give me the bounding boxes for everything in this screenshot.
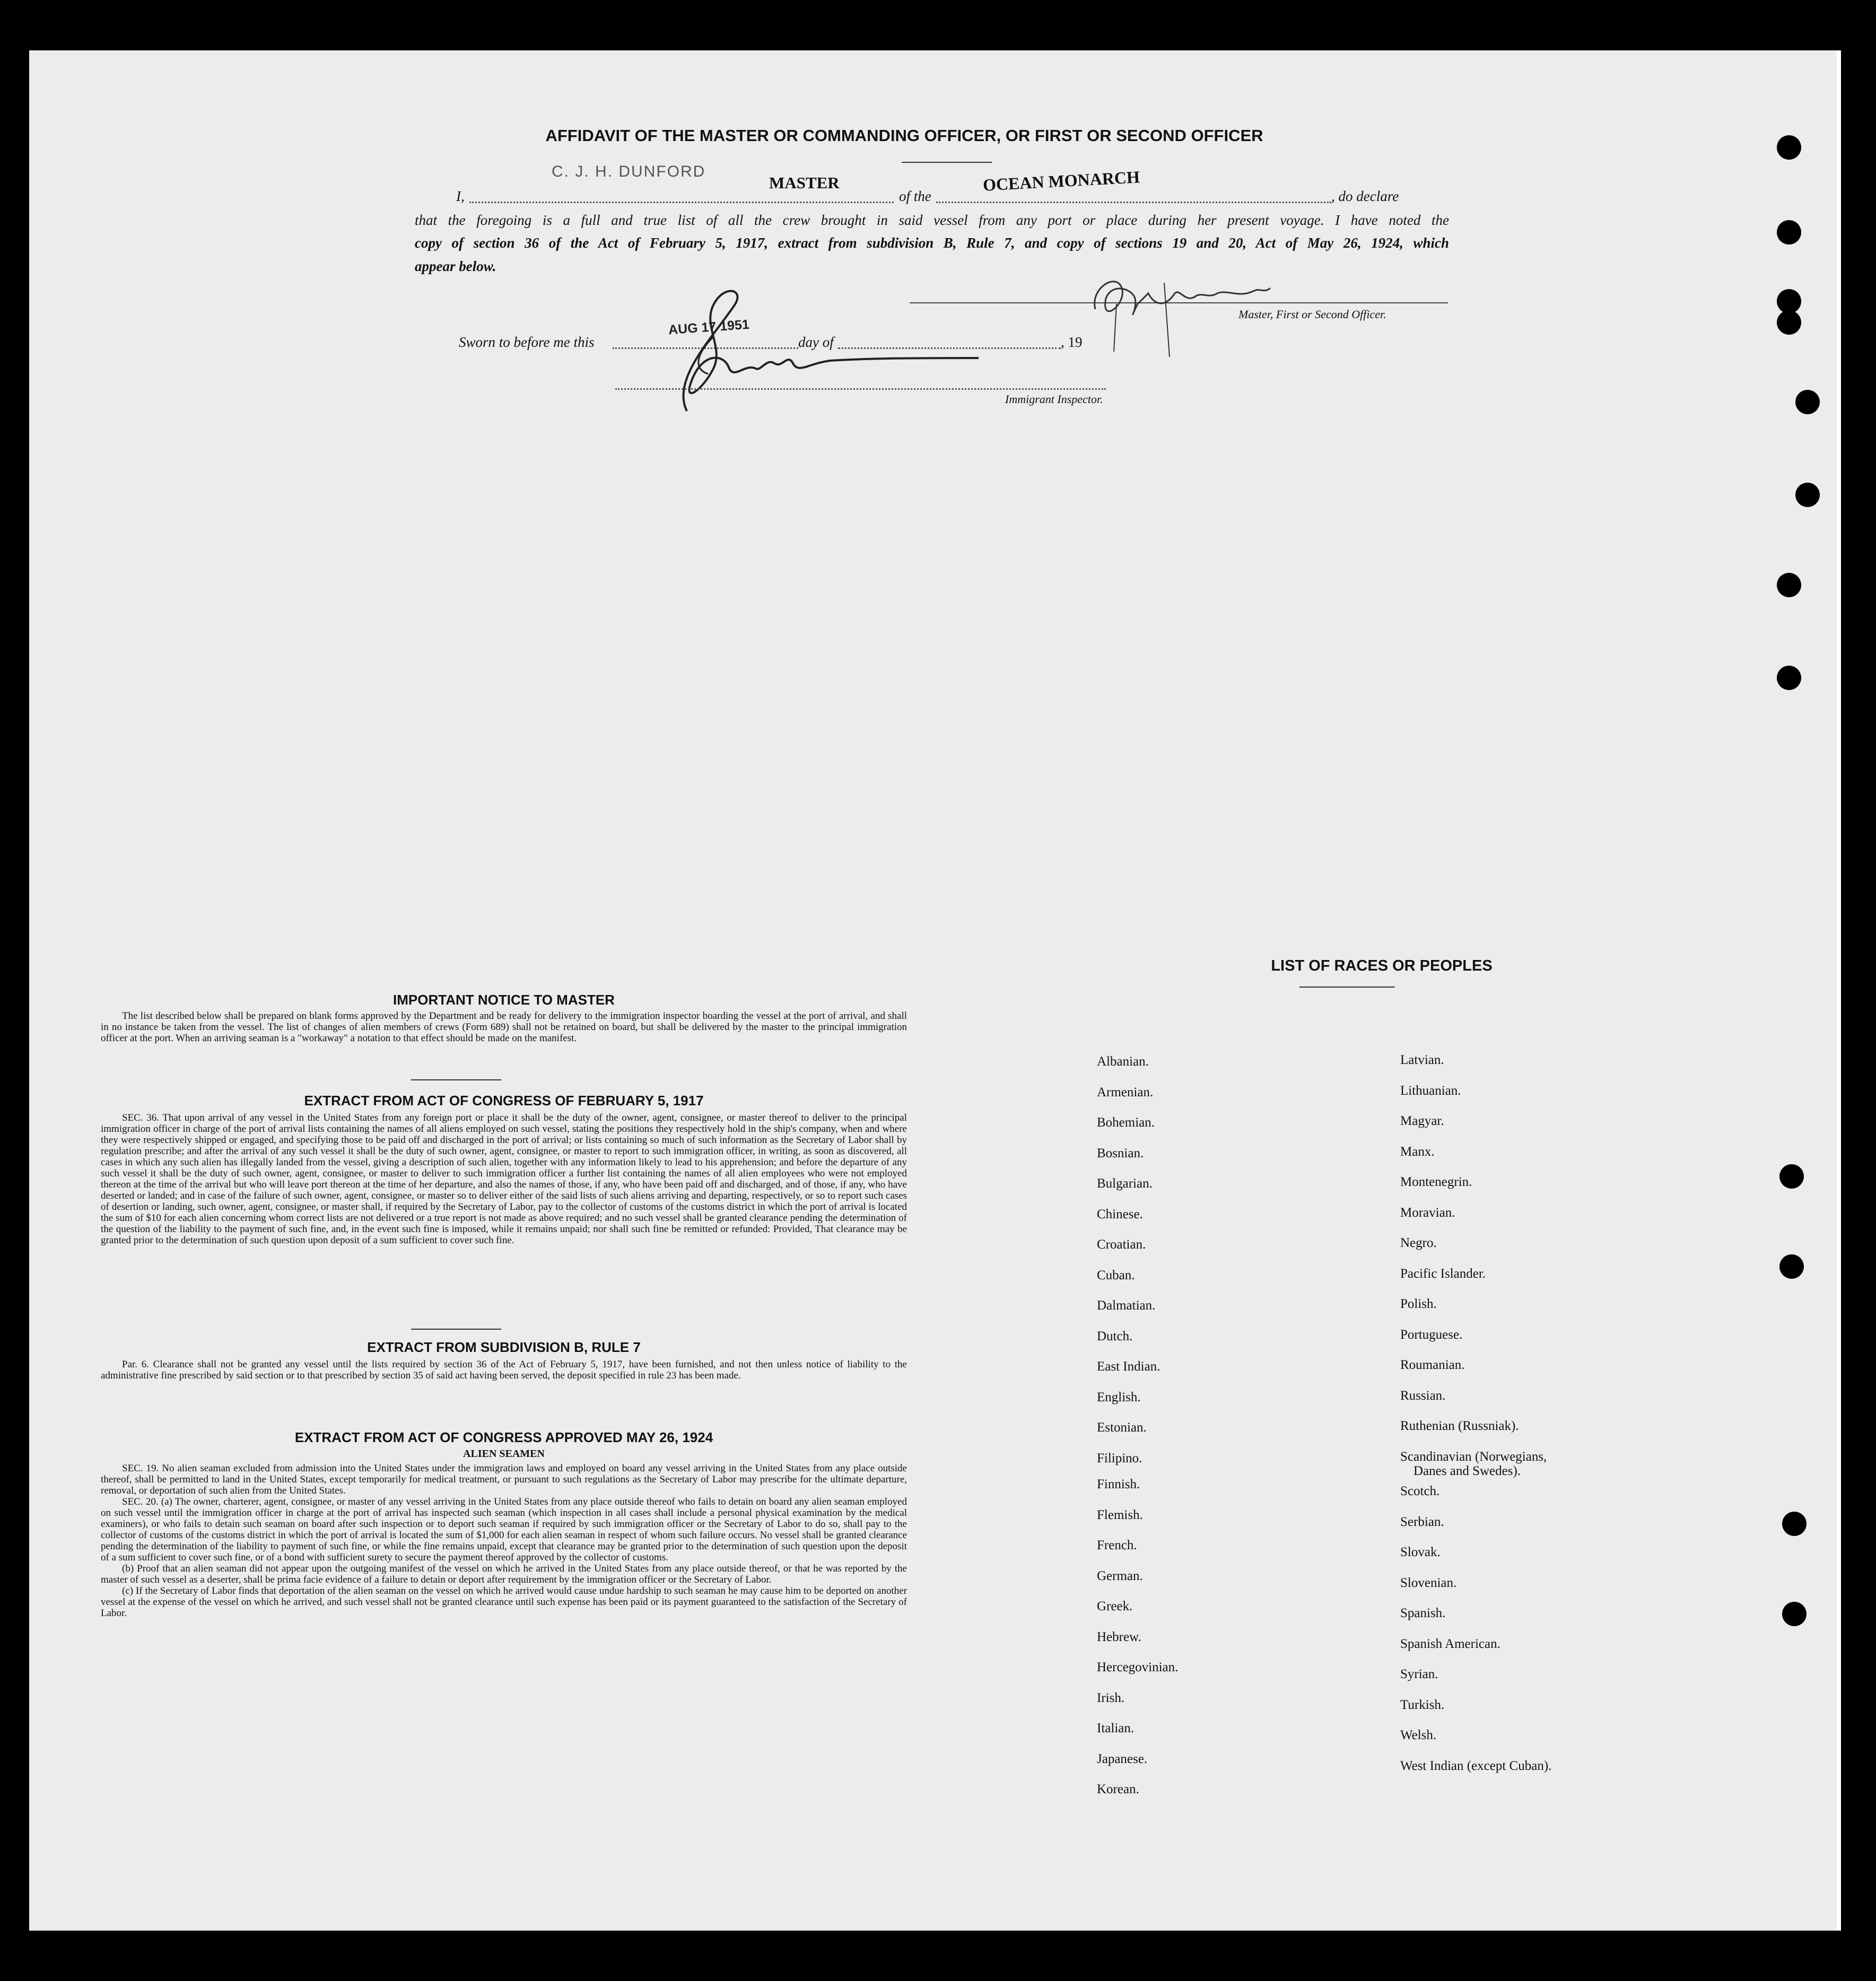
- punch-hole: [1779, 1254, 1804, 1279]
- race-item: West Indian (except Cuban).: [1400, 1759, 1552, 1773]
- extract-1924-subtitle: ALIEN SEAMEN: [463, 1448, 545, 1460]
- race-item: Pacific Islander.: [1400, 1267, 1486, 1281]
- race-item: Cuban.: [1097, 1268, 1135, 1282]
- race-item: Bosnian.: [1097, 1146, 1144, 1160]
- race-item: Magyar.: [1400, 1114, 1444, 1128]
- extract-1924-title: EXTRACT FROM ACT OF CONGRESS APPROVED MAY 26, 1924: [294, 1429, 713, 1445]
- day-of-label: day of: [798, 334, 834, 350]
- punch-hole: [1777, 573, 1801, 597]
- vessel-stamp: OCEAN MONARCH: [982, 167, 1140, 195]
- notice-text-block: [101, 1010, 907, 1044]
- punch-hole: [1782, 1512, 1807, 1536]
- race-item: Estonian.: [1097, 1420, 1147, 1435]
- punch-hole: [1779, 1164, 1804, 1189]
- punch-hole: [1777, 666, 1801, 690]
- race-item: Ruthenian (Russniak).: [1400, 1419, 1519, 1433]
- extract-1924-block: [101, 1463, 907, 1619]
- sec19-text: SEC. 19. No alien seaman excluded from admission into the United States under the immigration laws and employed on board any vessel arriving in the United States from any place outside thereof, shall be permitted to land in the United States, except temporarily for medical treatment, or pursuant to such regulations as the Secretary of Labor may prescribe for the ultimate departure, removal, or deportation of such alien from the United States.: [101, 1463, 907, 1496]
- race-item: Roumanian.: [1400, 1358, 1465, 1372]
- race-item: Irish.: [1097, 1691, 1125, 1705]
- race-item: Chinese.: [1097, 1207, 1143, 1221]
- affidavit-i-label: I,: [456, 188, 465, 204]
- inspector-signature: [618, 273, 989, 432]
- title-divider: [902, 162, 992, 163]
- race-item: Manx.: [1400, 1145, 1435, 1159]
- year-label: , 19: [1061, 334, 1083, 350]
- punch-hole: [1777, 220, 1801, 245]
- affidavit-line3: appear below.: [415, 258, 496, 274]
- notice-text: The list described below shall be prepared on blank forms approved by the Department and be ready for delivery to the immigration inspector boarding the vessel at the port of arrival, and shall in no instance be taken from the vessel. The list of changes of alien members of crews (Form 689) shall not be retained on board, but shall be delivered by the master to the principal immigration officer at the port. When an arriving seaman is a "workaway" a notation to that effect should be made on the manifest.: [101, 1010, 907, 1044]
- race-item: Syrian.: [1400, 1667, 1438, 1681]
- vessel-blank: [936, 202, 1331, 203]
- race-item: Dalmatian.: [1097, 1298, 1156, 1313]
- race-item: Filipino.: [1097, 1451, 1142, 1465]
- sec20b-text: (b) Proof that an alien seaman did not appear upon the outgoing manifest of the vessel on which he arrived in the United States from any place outside thereof, or that he was reported by the master of such vessel as a deserter, shall be prima facie evidence of a failure to detain or deport after requirement by the immigration officer or the Secretary of Labor.: [101, 1563, 907, 1585]
- race-item: Portuguese.: [1400, 1328, 1463, 1342]
- race-item: Polish.: [1400, 1297, 1437, 1311]
- race-item: Japanese.: [1097, 1752, 1148, 1766]
- race-item: Hebrew.: [1097, 1630, 1141, 1644]
- master-caption: Master, First or Second Officer.: [1238, 308, 1386, 321]
- affidavit-line2: copy of section 36 of the Act of February 5, 1917, extract from subdivision B, Rule 7, and copy of sections 19 and 20, Act of May 26, 1924, which: [415, 235, 1449, 251]
- race-item: English.: [1097, 1390, 1141, 1404]
- do-declare-label: , do declare: [1331, 188, 1399, 204]
- races-title: LIST OF RACES OR PEOPLES: [1271, 957, 1493, 974]
- race-item: Korean.: [1097, 1782, 1139, 1796]
- race-item: Lithuanian.: [1400, 1084, 1461, 1098]
- of-the-label: of the: [899, 188, 931, 204]
- race-item: Latvian.: [1400, 1053, 1444, 1067]
- notice-divider: [411, 1079, 501, 1080]
- inspector-line: [615, 388, 1106, 390]
- rule7-text: Par. 6. Clearance shall not be granted any vessel until the lists required by section 36 of the Act of February 5, 1917, have been furnished, and not then unless notice of liability to the administrative fine prescribed by said section or to that prescribed by section 35 of said act having been served, the deposit specified in rule 23 has been made.: [101, 1359, 907, 1381]
- race-item: Croatian.: [1097, 1237, 1146, 1252]
- race-item: Danes and Swedes).: [1413, 1464, 1521, 1478]
- punch-hole: [1795, 390, 1820, 414]
- rank-stamp: MASTER: [769, 173, 840, 192]
- punch-hole: [1777, 135, 1801, 160]
- rule7-title: EXTRACT FROM SUBDIVISION B, RULE 7: [367, 1339, 641, 1355]
- extract-1917-text: SEC. 36. That upon arrival of any vessel in the United States from any foreign port or place it shall be the duty of the owner, agent, consignee, or master thereof to deliver to the principal immigration officer in charge of the port of arrival lists containing the names of all aliens employed on such vessel, stating the positions they respectively hold in the ship's company, when and where they were respectively shipped or engaged, and specifying those to be paid off and discharged in the port of arrival; or lists containing so much of such information as the Secretary of Labor shall by regulation prescribe; and after the arrival of any such vessel it shall be the duty of such owner, agent, consignee, or master to report to such immigration officer, in writing, as soon as discovered, all cases in which any such alien has illegally landed from the vessel, giving a description of such alien, together with any information likely to lead to his apprehension; and before the departure of any such vessel it shall be the duty of such owner, agent, consignee, or master to deliver to such immigration officer a further list containing the names of all alien employees who were not employed thereon at the time of the arrival but who will leave port thereon at the time of her departure, and also the names of those, if any, who have been paid off and discharged, and of those, if any, who have deserted or landed; and in case of the failure of such owner, agent, consignee, or master so to deliver either of the said lists of such aliens arriving and departing, respectively, or so to report such cases of desertion or landing, such owner, agent, consignee, or master shall, if required by the Secretary of Labor, pay to the collector of customs of the customs district in which the port of arrival is located the sum of $10 for each alien concerning whom correct lists are not delivered or a true report is not made as above required; and no such vessel shall be granted clearance pending the determination of the question of the liability to the payment of such fine, and, in the event such fine is imposed, while it remains unpaid; nor shall such fine be remitted or refunded: Provided, That clearance may be granted prior to the determination of such question upon deposit of a sum sufficient to cover such fine.: [101, 1112, 907, 1246]
- race-item: Scotch.: [1400, 1484, 1440, 1498]
- race-item: East Indian.: [1097, 1359, 1160, 1374]
- punch-hole: [1782, 1602, 1807, 1626]
- race-item: Flemish.: [1097, 1508, 1143, 1522]
- inspector-caption: Immigrant Inspector.: [1005, 392, 1103, 406]
- race-item: Slovenian.: [1400, 1576, 1457, 1590]
- race-item: Montenegrin.: [1400, 1175, 1472, 1189]
- document-sheet: [29, 50, 1841, 1931]
- race-item: German.: [1097, 1569, 1143, 1583]
- notice-title: IMPORTANT NOTICE TO MASTER: [393, 992, 615, 1008]
- race-item: Hercegovinian.: [1097, 1660, 1179, 1674]
- race-item: French.: [1097, 1538, 1137, 1552]
- affidavit-title: AFFIDAVIT OF THE MASTER OR COMMANDING OFFICER, OR FIRST OR SECOND OFFICER: [545, 126, 1263, 145]
- race-item: Spanish American.: [1400, 1637, 1500, 1651]
- races-divider: [1299, 987, 1395, 988]
- sec20c-text: (c) If the Secretary of Labor finds that deportation of the alien seaman on the vessel on which he arrived would cause undue hardship to such seaman he may cause him to be deported on another vessel at the expense of the vessel on which he arrived, and such vessel shall not be granted clearance until such expense has been paid or its payment guaranteed to the satisfaction of the Secretary of Labor.: [101, 1585, 907, 1619]
- race-item: Spanish.: [1400, 1606, 1446, 1620]
- extract-1917-title: EXTRACT FROM ACT OF CONGRESS OF FEBRUARY 5, 1917: [304, 1093, 704, 1109]
- date-stamp: AUG 17 1951: [668, 317, 750, 338]
- race-item: Albanian.: [1097, 1054, 1149, 1069]
- race-item: Moravian.: [1400, 1206, 1455, 1220]
- race-item: Scandinavian (Norwegians,: [1400, 1450, 1547, 1464]
- race-item: Welsh.: [1400, 1728, 1437, 1742]
- race-item: Slovak.: [1400, 1545, 1441, 1559]
- sec20a-text: SEC. 20. (a) The owner, charterer, agent, consignee, or master of any vessel arriving in the United States from any place outside thereof who fails to detain on board any alien seaman employed on such vessel until the immigration officer in charge at the port of arrival has inspected such seaman (which inspection in all cases shall include a personal physical examination by the medical examiners), or who fails to detain such seaman on board after such inspection or to deport such seaman if required by such immigration officer or the Secretary of Labor to do so, shall pay to the collector of customs of the customs district in which the port of arrival is located the sum of $1,000 for each alien seaman in respect of whom such failure occurs. No vessel shall be granted clearance pending the determination of the liability to payment of such fine, or while the fine remains unpaid, except that clearance may be granted prior to the determination of such question upon the deposit of a sum sufficient to cover such fine, or of a bond with sufficient surety to secure the payment thereof approved by the collector of customs.: [101, 1496, 907, 1563]
- race-item: Armenian.: [1097, 1085, 1154, 1099]
- name-blank: [469, 202, 894, 203]
- race-item: Finnish.: [1097, 1477, 1140, 1491]
- race-item: Serbian.: [1400, 1515, 1444, 1529]
- race-item: Negro.: [1400, 1236, 1437, 1250]
- extract-1917-block: [101, 1112, 907, 1246]
- extract-1917-divider: [411, 1329, 501, 1330]
- race-item: Bulgarian.: [1097, 1176, 1153, 1191]
- race-item: Russian.: [1400, 1389, 1446, 1403]
- race-item: Bohemian.: [1097, 1115, 1155, 1130]
- name-stamp: C. J. H. DUNFORD: [552, 163, 706, 180]
- sworn-label: Sworn to before me this: [459, 334, 595, 350]
- affidavit-line1: that the foregoing is a full and true list of all the crew brought in said vessel from any port or place during her present voyage. I have noted the: [415, 212, 1449, 228]
- race-item: Italian.: [1097, 1721, 1135, 1735]
- punch-hole: [1777, 310, 1801, 335]
- rule7-block: [101, 1359, 907, 1381]
- race-item: Greek.: [1097, 1599, 1133, 1613]
- punch-hole: [1795, 483, 1820, 507]
- race-item: Turkish.: [1400, 1698, 1445, 1712]
- race-item: Dutch.: [1097, 1329, 1133, 1343]
